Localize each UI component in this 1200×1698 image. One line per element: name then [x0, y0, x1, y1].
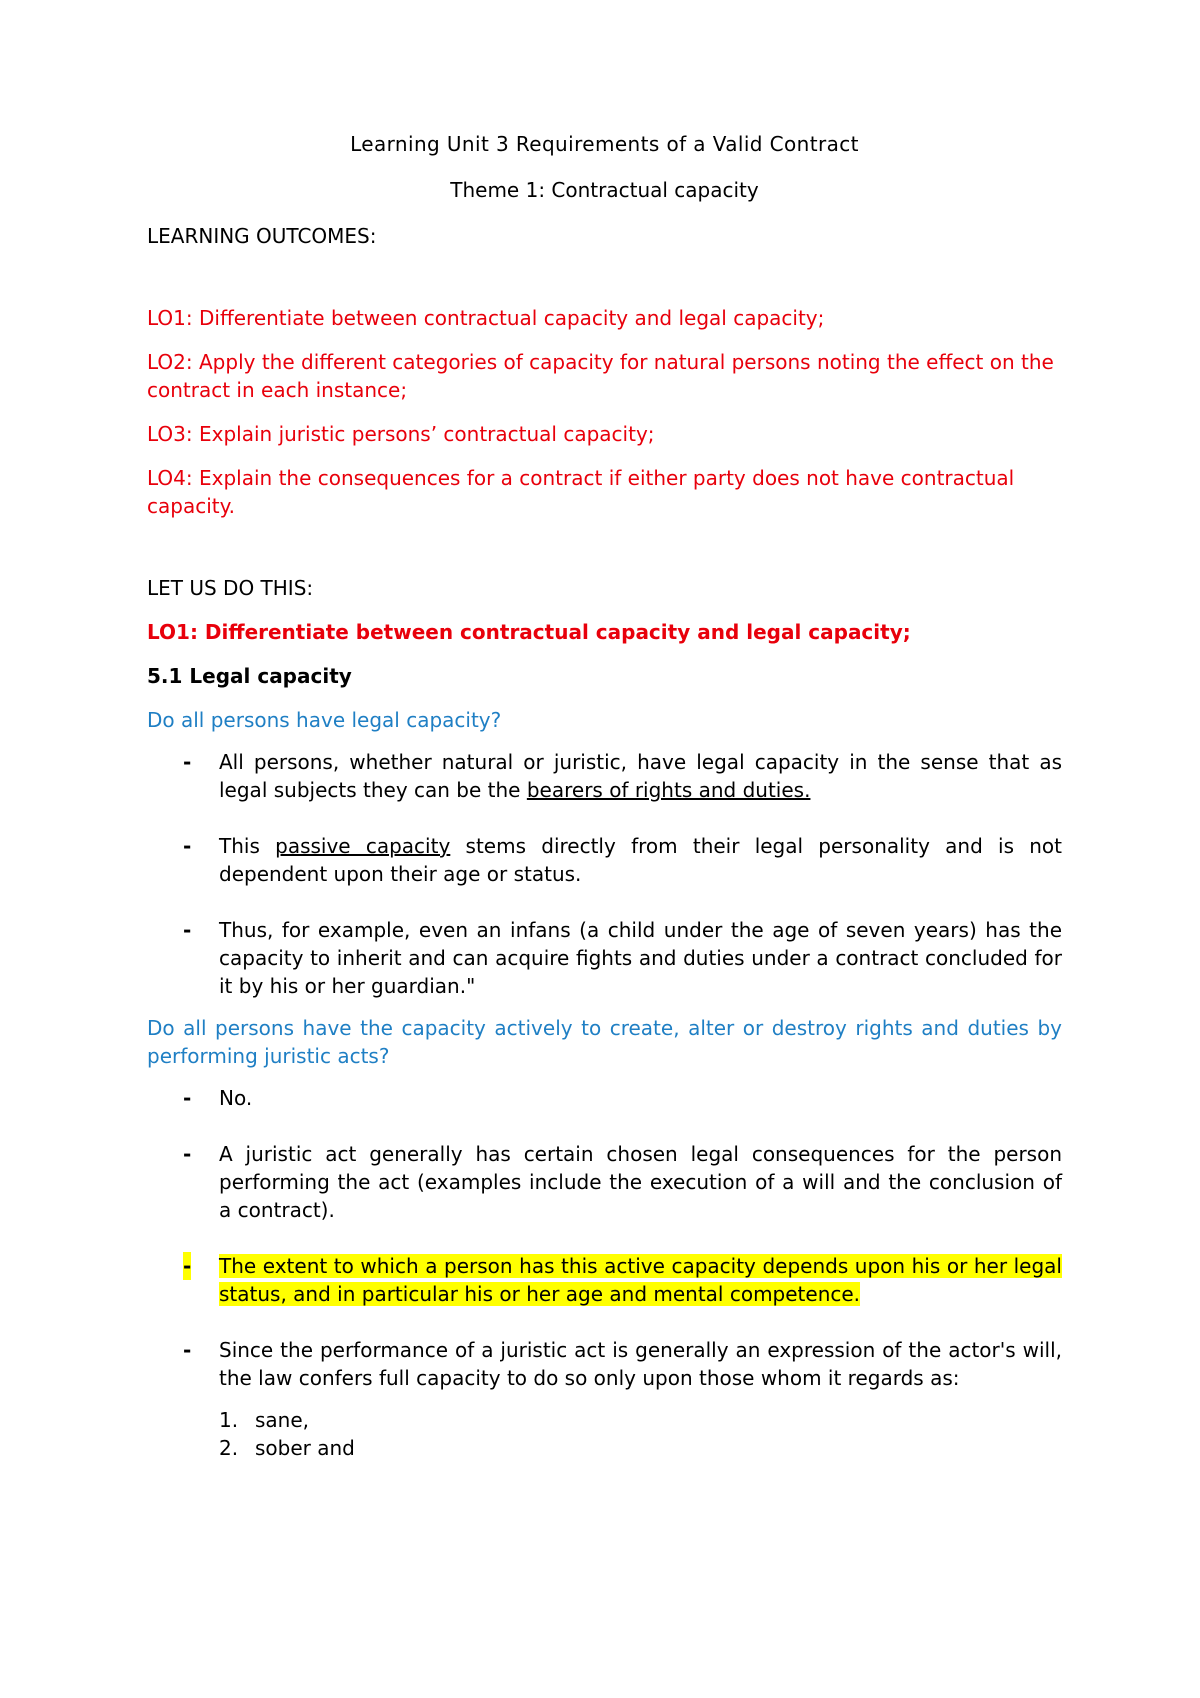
numbered-list: [147, 1406, 1062, 1462]
numbered-item: [219, 1406, 1062, 1434]
bullet-dash: -: [183, 750, 192, 774]
bullet-underlined-text: passive capacity: [275, 834, 451, 858]
bullet-dash: -: [183, 834, 192, 858]
list-item: [147, 748, 1062, 804]
list-item: [147, 1140, 1062, 1224]
learning-outcome-2: LO2: Apply the different categories of capacity for natural persons noting the effect on the contract in each instance;: [147, 350, 1054, 402]
list-item: [147, 1336, 1062, 1392]
bullet-text: This: [219, 834, 276, 858]
learning-outcome-1: LO1: Differentiate between contractual capacity and legal capacity;: [147, 306, 825, 330]
bullet-dash: -: [183, 1086, 192, 1110]
learning-outcome-4: LO4: Explain the consequences for a contract if either party does not have contractual capacity.: [147, 466, 1015, 518]
list-item: [147, 1084, 1062, 1112]
highlighted-bullet-text: The extent to which a person has this active capacity depends upon his or her legal status, and in particular his or her age and mental competence.: [219, 1254, 1062, 1306]
numbered-item: [219, 1434, 1062, 1462]
bullet-text: No.: [219, 1086, 253, 1110]
bullet-underlined-text: bearers of rights and duties.: [526, 778, 811, 802]
bullet-dash: -: [183, 1338, 192, 1362]
document-page: [147, 130, 1062, 1462]
learning-outcomes-heading: LEARNING OUTCOMES:: [147, 224, 377, 248]
list-item: [147, 832, 1062, 888]
document-title: Learning Unit 3 Requirements of a Valid Contract: [350, 132, 859, 156]
lo1-heading: LO1: Differentiate between contractual capacity and legal capacity;: [147, 620, 911, 644]
learning-outcome-3: LO3: Explain juristic persons’ contractual capacity;: [147, 422, 655, 446]
bullet-text: Thus, for example, even an infans (a child under the age of seven years) has the capacity to inherit and can acquire fights and duties under a contract concluded for it by his or her guardian.": [219, 918, 1062, 998]
question-active-capacity: Do all persons have the capacity actively to create, alter or destroy rights and duties by performing juristic acts?: [147, 1016, 1062, 1068]
item-number: 1.: [219, 1408, 239, 1432]
item-text: sober and: [255, 1436, 355, 1460]
let-us-do-this-heading: LET US DO THIS:: [147, 576, 314, 600]
list-item: [147, 916, 1062, 1000]
list-item-highlighted: [147, 1252, 1062, 1308]
bullet-dash: -: [183, 1254, 192, 1278]
item-text: sane,: [255, 1408, 310, 1432]
bullet-text: All persons, whether natural or juristic, have legal capacity in the sense that as legal subjects they can be the: [219, 750, 1062, 802]
theme-title: Theme 1: Contractual capacity: [450, 178, 759, 202]
bullet-text: Since the performance of a juristic act is generally an expression of the actor's will, the law confers full capacity to do so only upon those whom it regards as:: [219, 1338, 1062, 1390]
section-heading-legal-capacity: 5.1 Legal capacity: [147, 664, 352, 688]
bullet-dash: -: [183, 918, 192, 942]
legal-capacity-bullets: [147, 748, 1062, 1000]
question-legal-capacity: Do all persons have legal capacity?: [147, 708, 502, 732]
bullet-text: stems directly from their legal personality and is not dependent upon their age or status.: [219, 834, 1063, 886]
active-capacity-bullets: [147, 1084, 1062, 1392]
bullet-text: A juristic act generally has certain chosen legal consequences for the person performing the act (examples include the execution of a will and the conclusion of a contract).: [219, 1142, 1062, 1222]
bullet-dash: -: [183, 1142, 192, 1166]
item-number: 2.: [219, 1436, 239, 1460]
